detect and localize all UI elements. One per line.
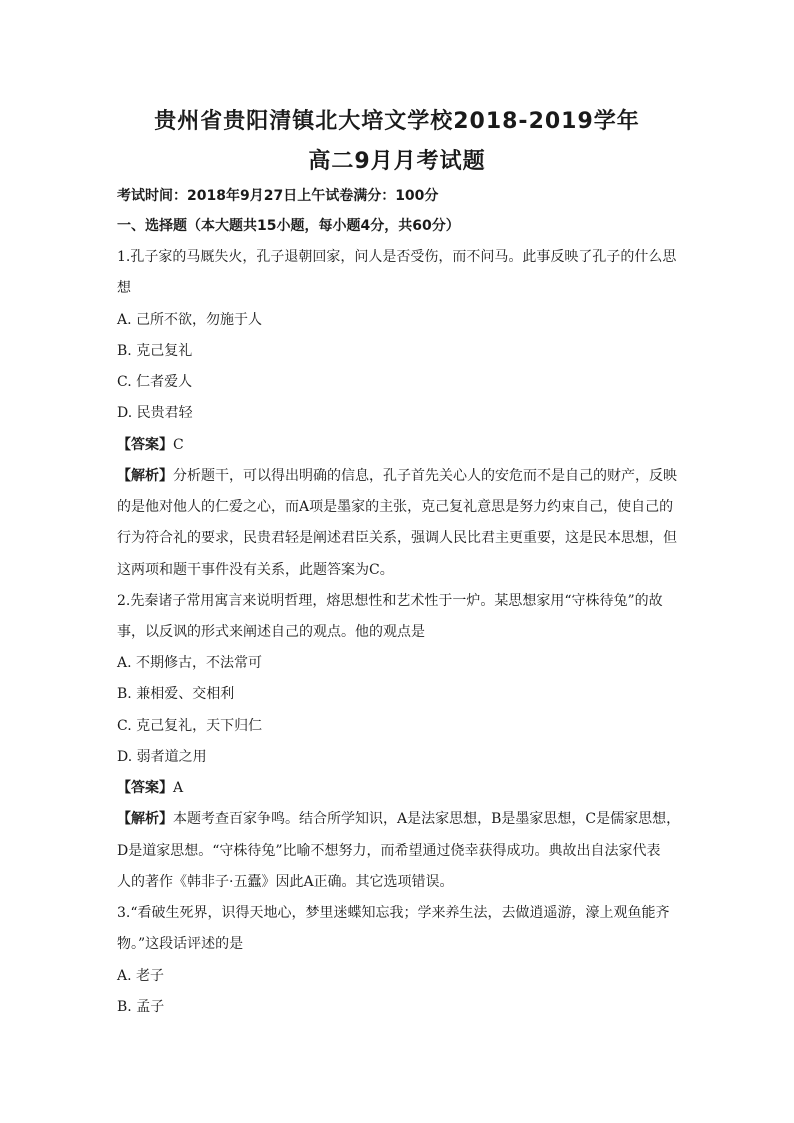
q1-analysis-line2: 的是他对他人的仁爱之心，而A项是墨家的主张，克己复礼意思是努力约束自己，使自己的 — [117, 499, 674, 515]
answer-value: A — [173, 780, 184, 796]
analysis-tag: 【解析】 — [117, 811, 173, 827]
q2-stem-line2: 事，以反讽的形式来阐述自己的观点。他的观点是 — [117, 624, 425, 640]
q2-stem-line1: 2.先秦诸子常用寓言来说明哲理，熔思想性和艺术性于一炉。某思想家用“守株待兔”的故 — [117, 593, 663, 609]
q3-option-b: B. 孟子 — [117, 999, 165, 1015]
analysis-tag: 【解析】 — [117, 468, 173, 484]
q3-option-a: A. 老子 — [117, 968, 165, 984]
q2-analysis-line2: D是道家思想。“守株待兔”比喻不想努力，而希望通过侥幸获得成功。典故出自法家代表 — [117, 843, 661, 859]
q1-stem-line2: 想 — [117, 280, 131, 296]
q3-stem-line2: 物。”这段话评述的是 — [117, 936, 244, 952]
q2-option-d: D. 弱者道之用 — [117, 749, 207, 765]
q1-analysis-line4: 这两项和题干事件没有关系，此题答案为C。 — [117, 562, 394, 578]
q2-option-b: B. 兼相爱、交相利 — [117, 686, 235, 702]
q1-option-d: D. 民贵君轻 — [117, 405, 193, 421]
exam-info: 考试时间：2018年9月27日上午试卷满分：100分 — [117, 188, 439, 204]
q2-answer — [117, 778, 689, 798]
analysis-text: 本题考查百家争鸣。结合所学知识，A是法家思想，B是墨家思想，C是儒家思想， — [173, 811, 681, 827]
q1-analysis-line1 — [117, 466, 689, 486]
analysis-text: 分析题干，可以得出明确的信息，孔子首先关心人的安危而不是自己的财产，反映 — [173, 468, 677, 484]
answer-tag: 【答案】 — [117, 437, 173, 453]
document-title-line2: 高二9月月考试题 — [308, 149, 486, 174]
q1-option-b: B. 克己复礼 — [117, 343, 193, 359]
q2-option-a: A. 不期修古，不法常可 — [117, 655, 263, 671]
document-title-line1: 贵州省贵阳清镇北大培文学校2018-2019学年 — [154, 109, 640, 134]
q1-analysis-line3: 行为符合礼的要求，民贵君轻是阐述君臣关系，强调人民比君主更重要，这是民本思想，但 — [117, 530, 677, 546]
q1-option-c: C. 仁者爱人 — [117, 374, 193, 390]
q1-stem-line1: 1.孔子家的马厩失火，孔子退朝回家，问人是否受伤，而不问马。此事反映了孔子的什么思 — [117, 249, 677, 265]
section-heading: 一、选择题（本大题共15小题，每小题4分，共60分） — [117, 218, 460, 234]
answer-tag: 【答案】 — [117, 780, 173, 796]
q3-stem-line1: 3.“看破生死界，识得天地心，梦里迷蝶知忘我；学来养生法，去做逍遥游，濠上观鱼能齐 — [117, 905, 670, 921]
q2-analysis-line3: 人的著作《韩非子·五蠹》因此A正确。其它选项错误。 — [117, 874, 454, 890]
q2-analysis-line1 — [117, 809, 689, 829]
answer-value: C — [173, 437, 184, 453]
q1-answer — [117, 435, 689, 455]
q1-option-a: A. 己所不欲，勿施于人 — [117, 312, 263, 328]
q2-option-c: C. 克己复礼，天下归仁 — [117, 718, 263, 734]
